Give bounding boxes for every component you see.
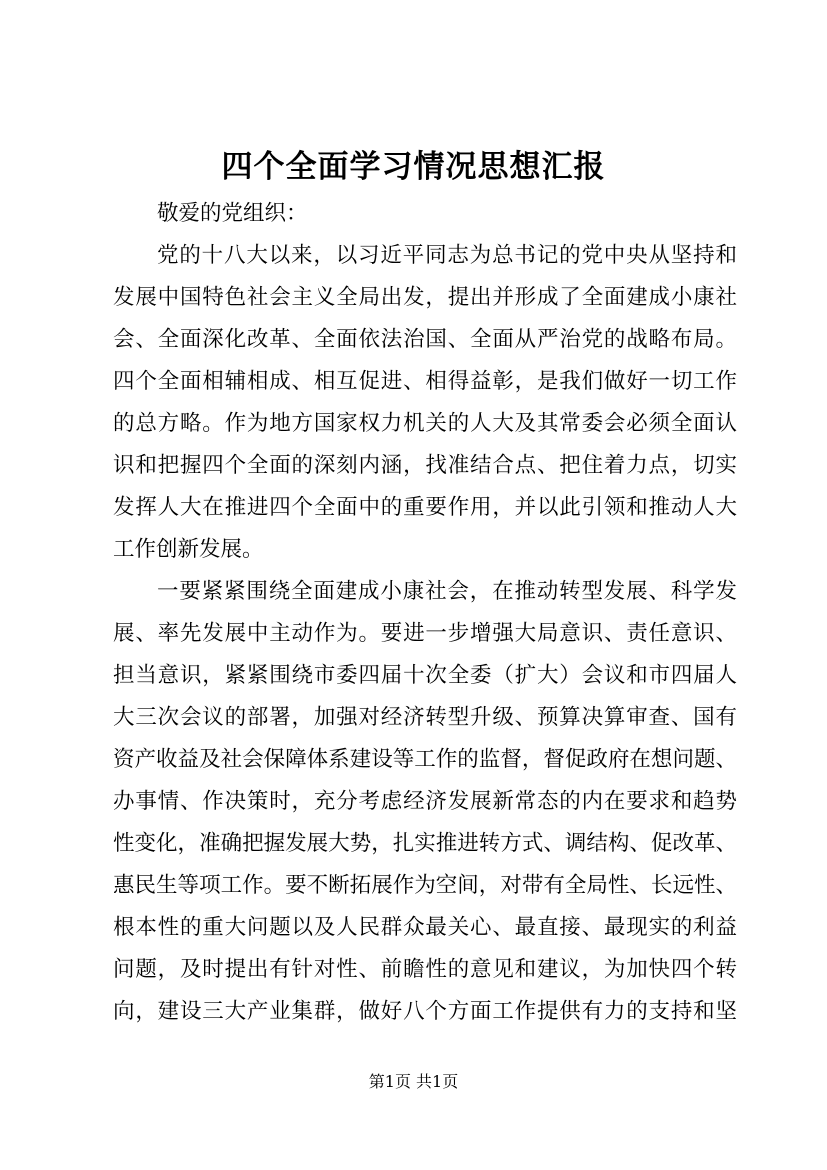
paragraph-line: 党的十八大以来，以习近平同志为总书记的党中央从坚持和 (157, 243, 737, 268)
paragraph-line: 一要紧紧围绕全面建成小康社会，在推动转型发展、科学发 (157, 579, 737, 604)
paragraph-line: 惠民生等项工作。要不断拓展作为空间，对带有全局性、长远性、 (113, 873, 737, 898)
paragraph-line: 大三次会议的部署，加强对经济转型升级、预算决算审查、国有 (113, 705, 737, 730)
page-footer: 第1页 共1页 (368, 1072, 459, 1091)
paragraph-line: 工作创新发展。 (113, 537, 264, 562)
paragraph-line: 根本性的重大问题以及人民群众最关心、最直接、最现实的利益 (113, 915, 737, 940)
paragraph-line: 担当意识，紧紧围绕市委四届十次全委（扩大）会议和市四届人 (113, 663, 737, 688)
paragraph-line: 向，建设三大产业集群，做好八个方面工作提供有力的支持和坚 (113, 999, 737, 1024)
paragraph-line: 资产收益及社会保障体系建设等工作的监督，督促政府在想问题、 (113, 747, 737, 772)
paragraph-line: 发挥人大在推进四个全面中的重要作用，并以此引领和推动人大 (113, 495, 737, 520)
paragraph-line: 识和把握四个全面的深刻内涵，找准结合点、把住着力点，切实 (113, 453, 737, 478)
paragraph-line: 展、率先发展中主动作为。要进一步增强大局意识、责任意识、 (113, 621, 737, 646)
paragraph-line: 发展中国特色社会主义全局出发，提出并形成了全面建成小康社 (113, 285, 737, 310)
paragraph-line: 四个全面相辅相成、相互促进、相得益彰，是我们做好一切工作 (113, 369, 737, 394)
document-body (113, 193, 737, 1033)
paragraph-line: 问题，及时提出有针对性、前瞻性的意见和建议，为加快四个转 (113, 957, 737, 982)
salutation: 敬爱的党组织： (157, 201, 308, 226)
paragraph-line: 的总方略。作为地方国家权力机关的人大及其常委会必须全面认 (113, 411, 737, 436)
paragraph-line: 性变化，准确把握发展大势，扎实推进转方式、调结构、促改革、 (113, 831, 737, 856)
paragraph-line: 会、全面深化改革、全面依法治国、全面从严治党的战略布局。 (113, 327, 737, 352)
paragraph-line: 办事情、作决策时，充分考虑经济发展新常态的内在要求和趋势 (113, 789, 737, 814)
document-title: 四个全面学习情况思想汇报 (221, 149, 606, 185)
